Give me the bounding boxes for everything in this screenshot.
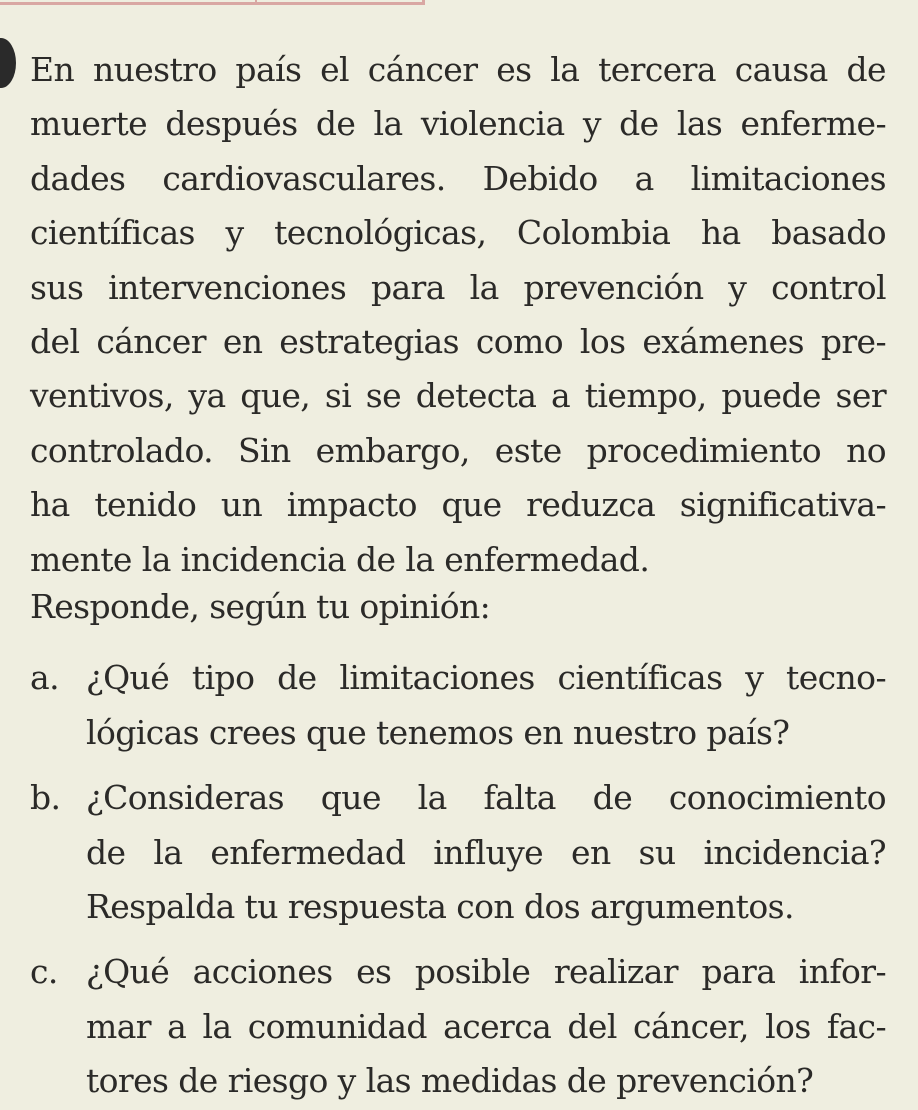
question-line: ¿Qué tipo de limitaciones científicas y tecno- — [86, 658, 886, 697]
question-marker: a. — [30, 658, 59, 697]
question-line: ¿Qué acciones es posible realizar para infor- — [86, 952, 886, 991]
paragraph-line: ventivos, ya que, si se detecta a tiempo, puede ser — [30, 376, 886, 416]
paragraph-line: En nuestro país el cáncer es la tercera causa de — [30, 50, 886, 89]
paragraph-line: del cáncer en estrategias como los exámenes pre- — [30, 322, 886, 362]
paragraph-line: sus intervenciones para la prevención y control — [30, 267, 886, 307]
question-line: mar a la comunidad acerca del cáncer, los fac- — [86, 1006, 886, 1046]
section-bullet-icon — [0, 38, 16, 88]
response-prompt: Responde, según tu opinión: — [30, 587, 491, 626]
paragraph-line: dades cardiovasculares. Debido a limitaciones — [30, 158, 886, 198]
paragraph-line: ha tenido un impacto que reduzca significativa- — [30, 485, 886, 525]
question-marker: c. — [30, 952, 58, 991]
question-text — [86, 651, 886, 760]
question-marker: b. — [30, 778, 61, 817]
top-table-divider — [255, 0, 257, 5]
question-text — [86, 945, 886, 1109]
paragraph-line: controlado. Sin embargo, este procedimiento no — [30, 430, 886, 470]
question-line: ¿Consideras que la falta de conocimiento — [86, 778, 886, 817]
question-text — [86, 771, 886, 935]
paragraph-line: científicas y tecnológicas, Colombia ha basado — [30, 213, 886, 253]
paragraph-line: mente la incidencia de la enfermedad. — [30, 539, 650, 579]
top-table-border — [0, 0, 425, 5]
question-line: lógicas crees que tenemos en nuestro país? — [86, 712, 790, 752]
question-line: de la enfermedad influye en su incidencia? — [86, 832, 886, 872]
question-line: tores de riesgo y las medidas de prevención? — [86, 1061, 814, 1100]
paragraph-line: muerte después de la violencia y de las enferme- — [30, 104, 886, 144]
question-line: Respalda tu respuesta con dos argumentos. — [86, 887, 794, 926]
intro-paragraph — [30, 43, 886, 587]
